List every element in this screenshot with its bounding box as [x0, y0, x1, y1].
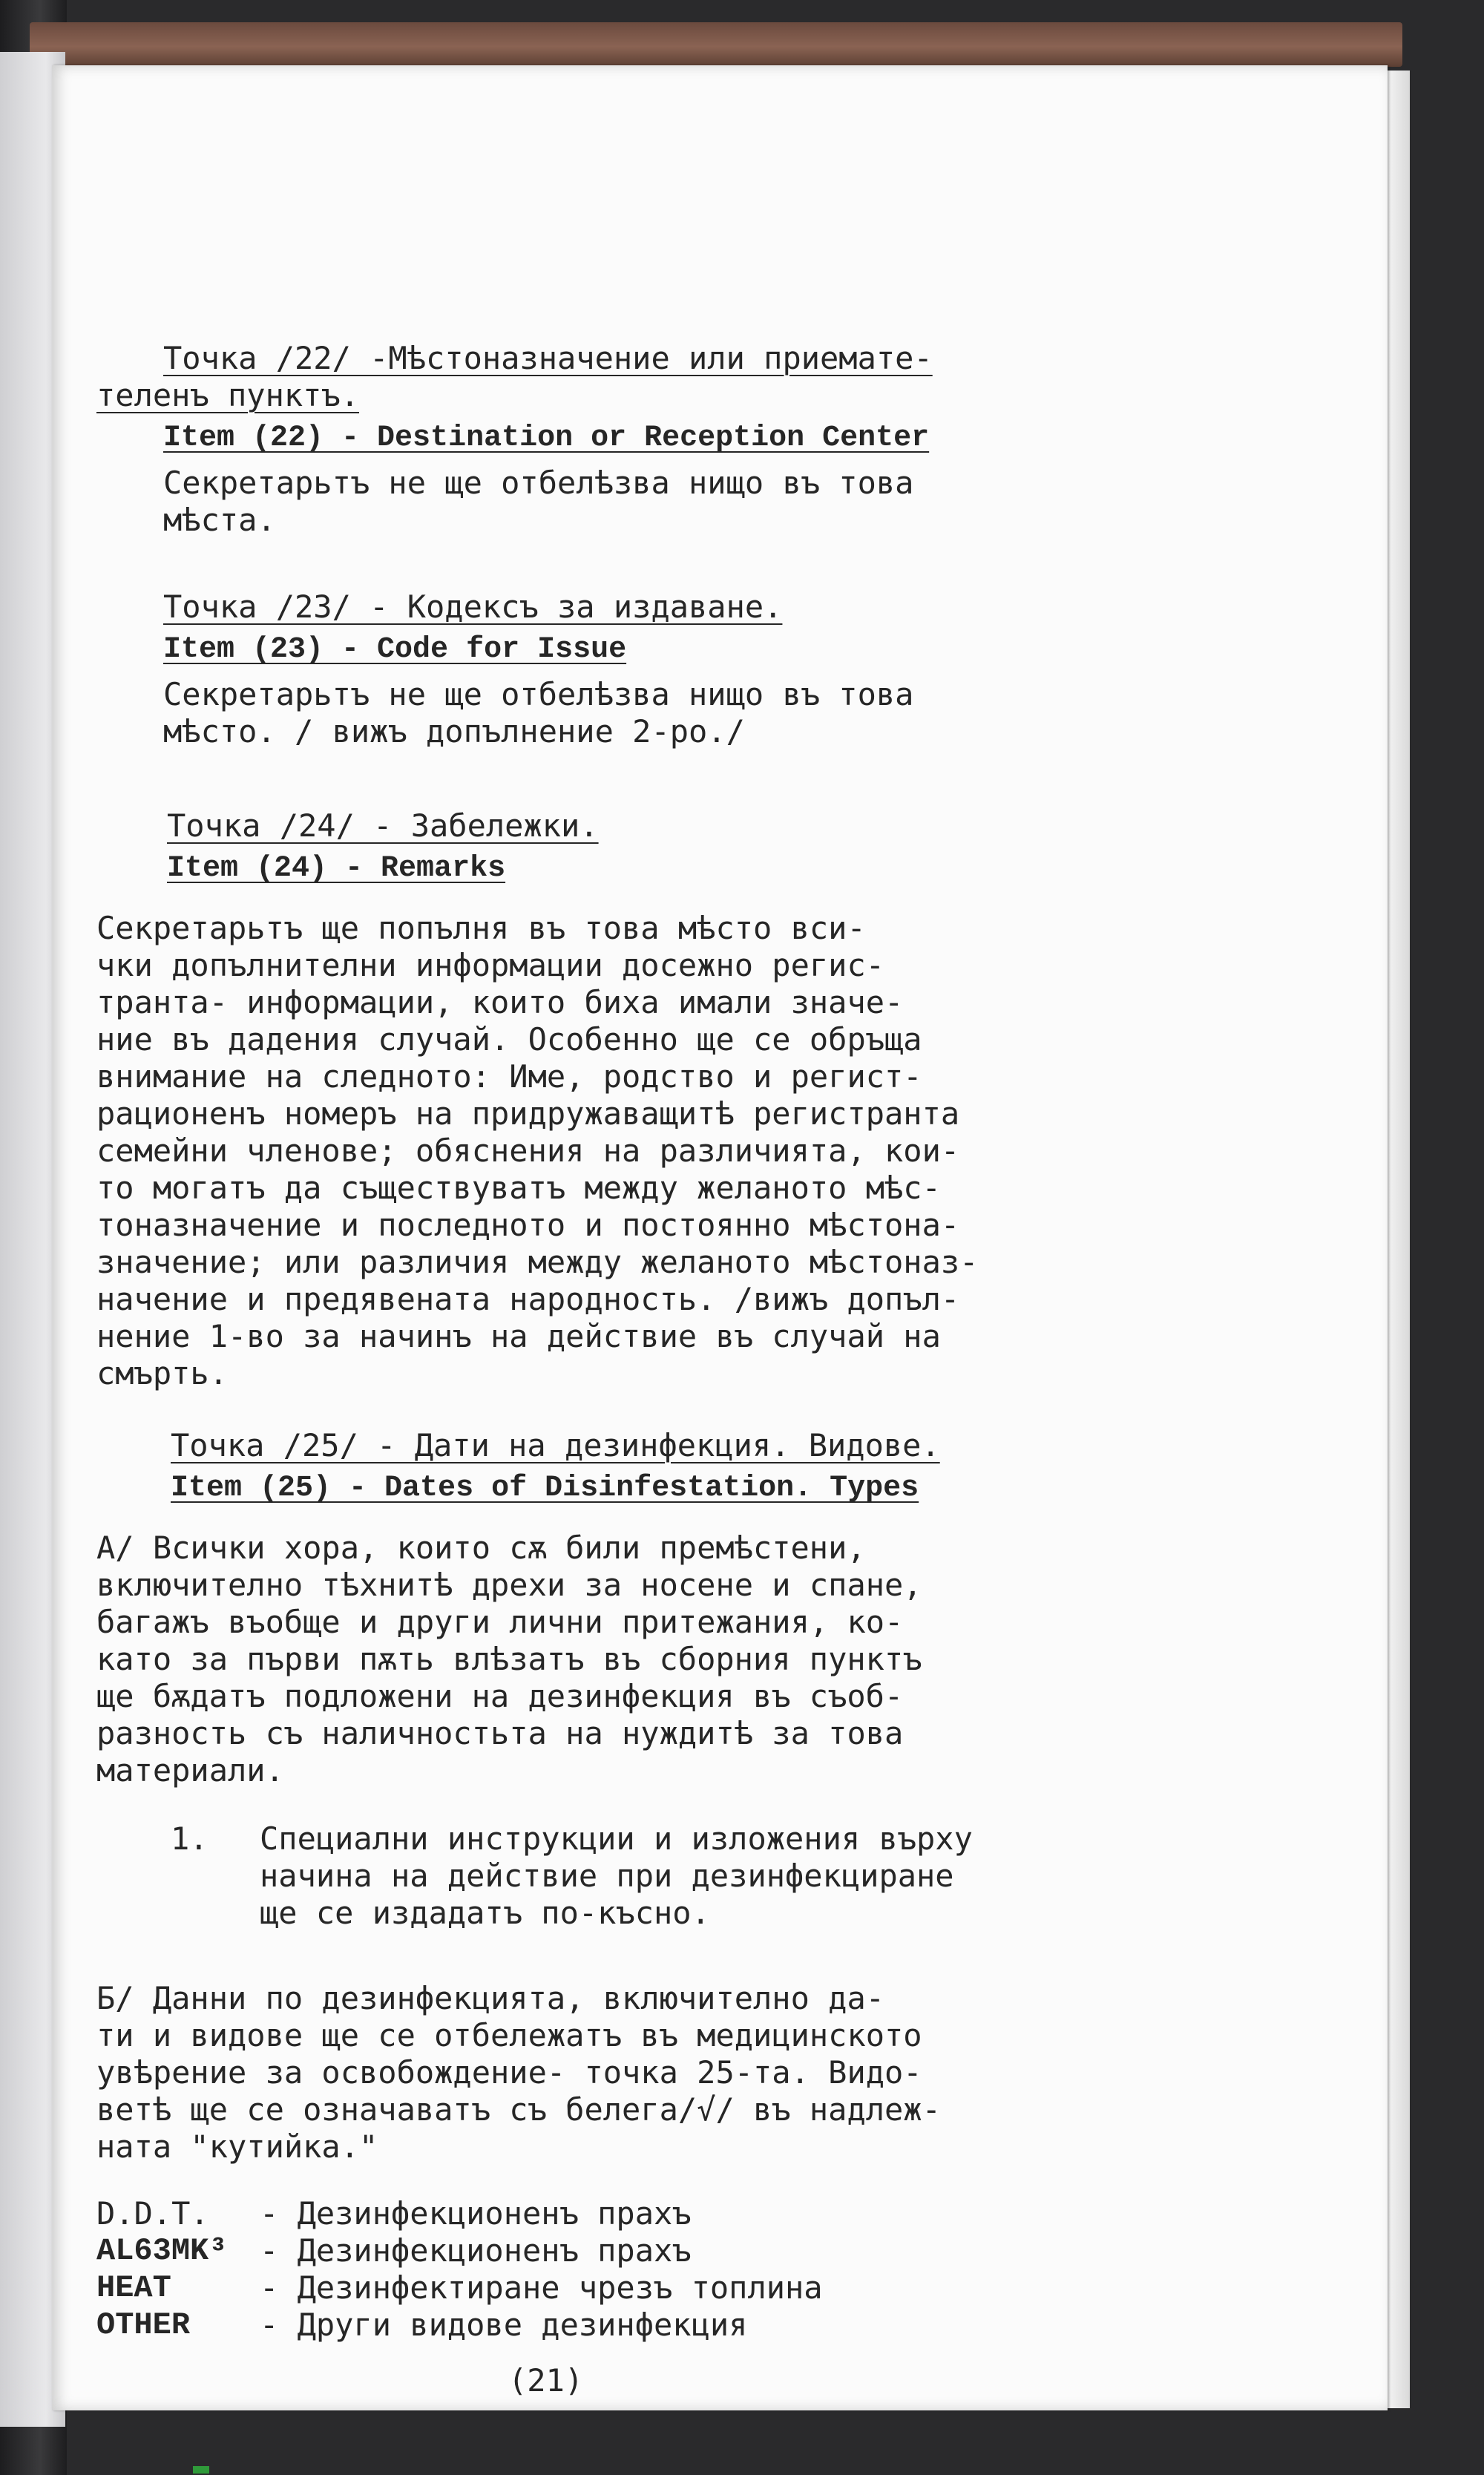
leather-cover-edge	[30, 22, 1402, 67]
legend-row-al63mk	[96, 2232, 692, 2269]
section-item-22	[96, 340, 1180, 539]
legend-desc: - Други видове дезинфекция	[260, 2307, 748, 2343]
page-stack-edge	[1388, 71, 1410, 2408]
page-number: (21)	[508, 2362, 584, 2399]
body-22: Секретарьтъ не ще отбелѣзва нищо въ това мѣста.	[163, 465, 914, 538]
body-25-b: Б/ Данни по дезинфекцията, включително да- ти и видове ще се отбележатъ въ медицинското увѣрение за освобождение- точка 25-та. Видо- ветѣ ще се означаватъ съ белега/√/ въ надлеж- ната "кутийка."	[96, 1980, 941, 2165]
list-item-number: 1.	[171, 1820, 209, 1857]
heading-bg-22-cont: теленъ пунктъ.	[96, 377, 360, 413]
legend-row-other	[96, 2307, 747, 2344]
list-item-text: Специални инструкции и изложения върху начина на действие при дезинфекциране ще се издадатъ по-късно.	[260, 1820, 973, 1931]
list-item-1	[171, 1820, 973, 1932]
legend-desc: - Дезинфекционенъ прахъ	[260, 2232, 692, 2269]
legend-desc: - Дезинфекционенъ прахъ	[260, 2195, 692, 2232]
legend-code: D.D.T.	[96, 2195, 209, 2232]
paragraph-b	[96, 1980, 1180, 2166]
heading-en-23: Item (23) - Code for Issue	[163, 633, 627, 666]
document-page	[52, 65, 1388, 2410]
heading-en-24: Item (24) - Remarks	[167, 852, 506, 885]
legend-code: HEAT	[96, 2270, 171, 2306]
body-25-a: А/ Всички хора, които сѫ били премѣстени, включително тѣхнитѣ дрехи за носене и спане, багажъ въобще и други лични притежания, ко- като за първи пѫть влѣзатъ въ сборния пунктъ ще бѫдатъ подложени на дезинфекция въ съоб- разность съ наличностьта на нуждитѣ за това материали.	[96, 1530, 922, 1789]
heading-bg-24: Точка /24/ - Забележки.	[167, 807, 599, 844]
heading-en-25: Item (25) - Dates of Disinfestation. Types	[171, 1472, 919, 1505]
legend-code: OTHER	[96, 2307, 191, 2343]
legend-code: AL63MK³	[96, 2233, 228, 2269]
legend-row-heat	[96, 2269, 823, 2307]
legend-row-ddt	[96, 2195, 692, 2232]
body-23: Секретарьтъ не ще отбелѣзва нищо въ това мѣсто. / вижъ допълнение 2-ро./	[163, 676, 914, 750]
section-item-25	[96, 1427, 1180, 1789]
legend-desc: - Дезинфектиране чрезъ топлина	[260, 2269, 823, 2306]
heading-bg-23: Точка /23/ - Кодексъ за издаване.	[163, 589, 783, 625]
heading-en-22: Item (22) - Destination or Reception Center	[163, 422, 930, 455]
section-item-24	[96, 807, 1180, 1392]
section-item-23	[96, 589, 1180, 750]
green-marker	[193, 2466, 209, 2474]
heading-bg-22: Точка /22/ -Мѣстоназначение или приемате-	[163, 340, 933, 376]
heading-bg-25: Точка /25/ - Дати на дезинфекция. Видове.	[171, 1427, 940, 1463]
body-24: Секретарьтъ ще попълня въ това мѣсто вси- чки допълнителни информации досежно регис- транта- информации, които биха имали значе- ние въ дадения случай. Особенно ще се обръща внимание на следното: Име, родство и регист- рационенъ номеръ на придружаващитѣ регистранта семейни членове; обяснения на различията, кои- то могатъ да съществуватъ между желаното мѣс- тоназначение и последното и постоянно мѣстона- значение; или различия между желаното мѣстоназ- начение и предявената народность. /вижъ допъл- нение 1-во за начинъ на действие въ случай на смърть.	[96, 910, 979, 1391]
